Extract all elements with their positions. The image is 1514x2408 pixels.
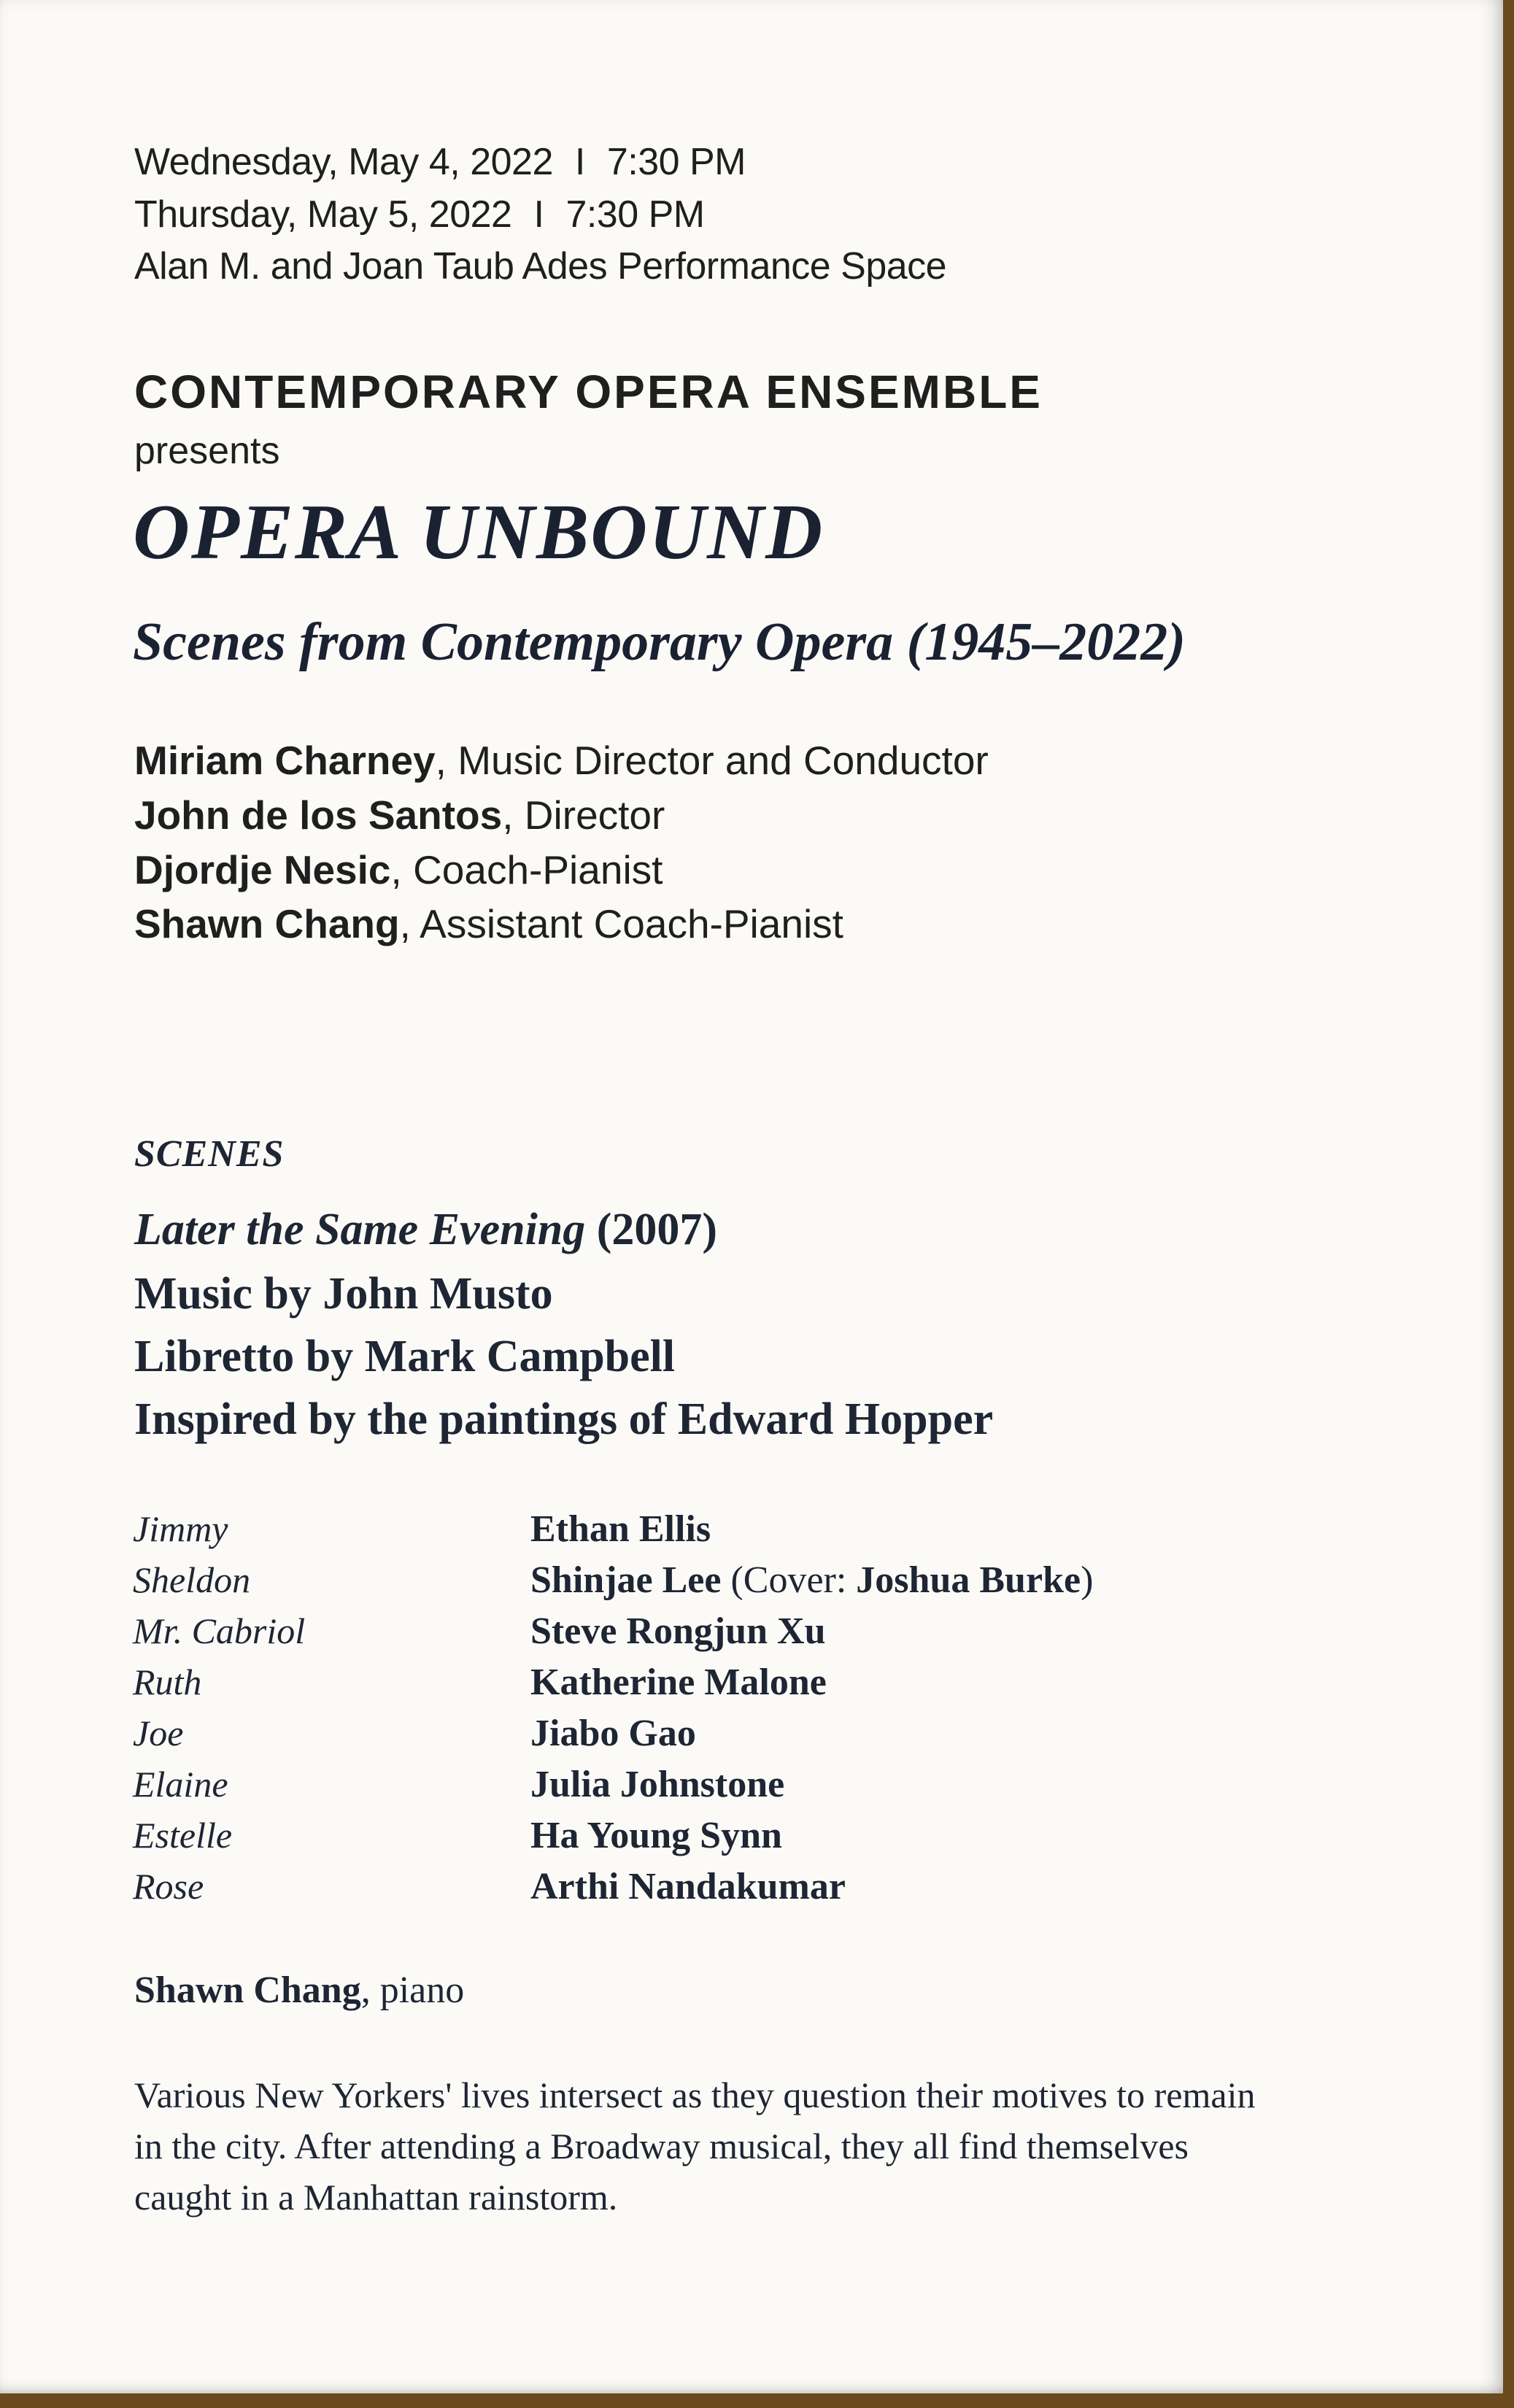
presents-text: presents — [134, 430, 280, 472]
credit-line — [134, 737, 989, 784]
credit-role: , Director — [502, 792, 665, 838]
date-text: Thursday, May 5, 2022 — [134, 193, 512, 236]
scene-year: (2007) — [596, 1205, 718, 1254]
date-text: Wednesday, May 4, 2022 — [134, 141, 553, 183]
inspiration-line: Inspired by the paintings of Edward Hopper — [134, 1394, 994, 1444]
scene-title: Later the Same Evening — [134, 1205, 586, 1254]
cast-role: Jimmy — [133, 1508, 228, 1549]
cast-role: Joe — [133, 1713, 184, 1753]
cast-singer: Ethan Ellis — [530, 1508, 711, 1550]
program-title: OPERA UNBOUND — [133, 489, 824, 576]
venue: Alan M. and Joan Taub Ades Performance Space — [134, 245, 947, 288]
credit-name: Djordje Nesic — [134, 847, 391, 892]
cast-singer: Arthi Nandakumar — [530, 1866, 846, 1907]
program-subtitle: Scenes from Contemporary Opera (1945–2022) — [133, 612, 1186, 672]
cover-name: Joshua Burke — [856, 1559, 1081, 1601]
synopsis-line: Various New Yorkers' lives intersect as they question their motives to remain — [134, 2075, 1256, 2115]
cast-role: Rose — [133, 1866, 204, 1907]
performance-date-2 — [134, 193, 705, 236]
synopsis-line: caught in a Manhattan rainstorm. — [134, 2177, 618, 2218]
scenes-heading: SCENES — [134, 1133, 285, 1175]
credit-name: John de los Santos — [134, 792, 503, 838]
cover-suffix: ) — [1081, 1559, 1094, 1601]
composer-line: Music by John Musto — [134, 1269, 553, 1319]
credit-line — [134, 900, 843, 947]
separator: I — [574, 141, 585, 183]
separator: I — [533, 193, 544, 236]
time-text: 7:30 PM — [565, 193, 705, 236]
cast-role: Elaine — [133, 1764, 228, 1805]
pianist-name: Shawn Chang — [134, 1969, 361, 2011]
cast-singer: Jiabo Gao — [530, 1713, 696, 1754]
cast-singer: Julia Johnstone — [530, 1764, 785, 1805]
credit-line — [134, 792, 665, 838]
cast-role: Sheldon — [133, 1559, 251, 1600]
cast-role: Mr. Cabriol — [133, 1610, 306, 1651]
credit-name: Miriam Charney — [134, 738, 436, 783]
pianist-instrument: , piano — [360, 1969, 465, 2011]
librettist-line: Libretto by Mark Campbell — [134, 1332, 676, 1381]
cast-role: Ruth — [133, 1662, 202, 1702]
cast-role: Estelle — [133, 1815, 233, 1856]
credit-role: , Coach-Pianist — [390, 847, 663, 892]
singer-name: Shinjae Lee — [530, 1559, 722, 1601]
cast-singer: Steve Rongjun Xu — [530, 1610, 826, 1652]
cast-singer: Ha Young Synn — [530, 1815, 782, 1856]
cast-singer — [530, 1559, 1093, 1602]
ensemble-name: CONTEMPORARY OPERA ENSEMBLE — [134, 366, 1043, 418]
cast-singer: Katherine Malone — [530, 1662, 827, 1703]
credit-line — [134, 846, 663, 893]
credit-name: Shawn Chang — [134, 901, 400, 946]
performance-date-1 — [134, 140, 746, 184]
credit-role: , Assistant Coach-Pianist — [399, 901, 843, 946]
cover-prefix: (Cover: — [721, 1559, 857, 1601]
time-text: 7:30 PM — [606, 141, 746, 183]
synopsis-line: in the city. After attending a Broadway musical, they all find themselves — [134, 2126, 1189, 2166]
pianist-line — [134, 1969, 464, 2012]
scene-title-line — [134, 1204, 717, 1256]
credit-role: , Music Director and Conductor — [435, 738, 989, 783]
